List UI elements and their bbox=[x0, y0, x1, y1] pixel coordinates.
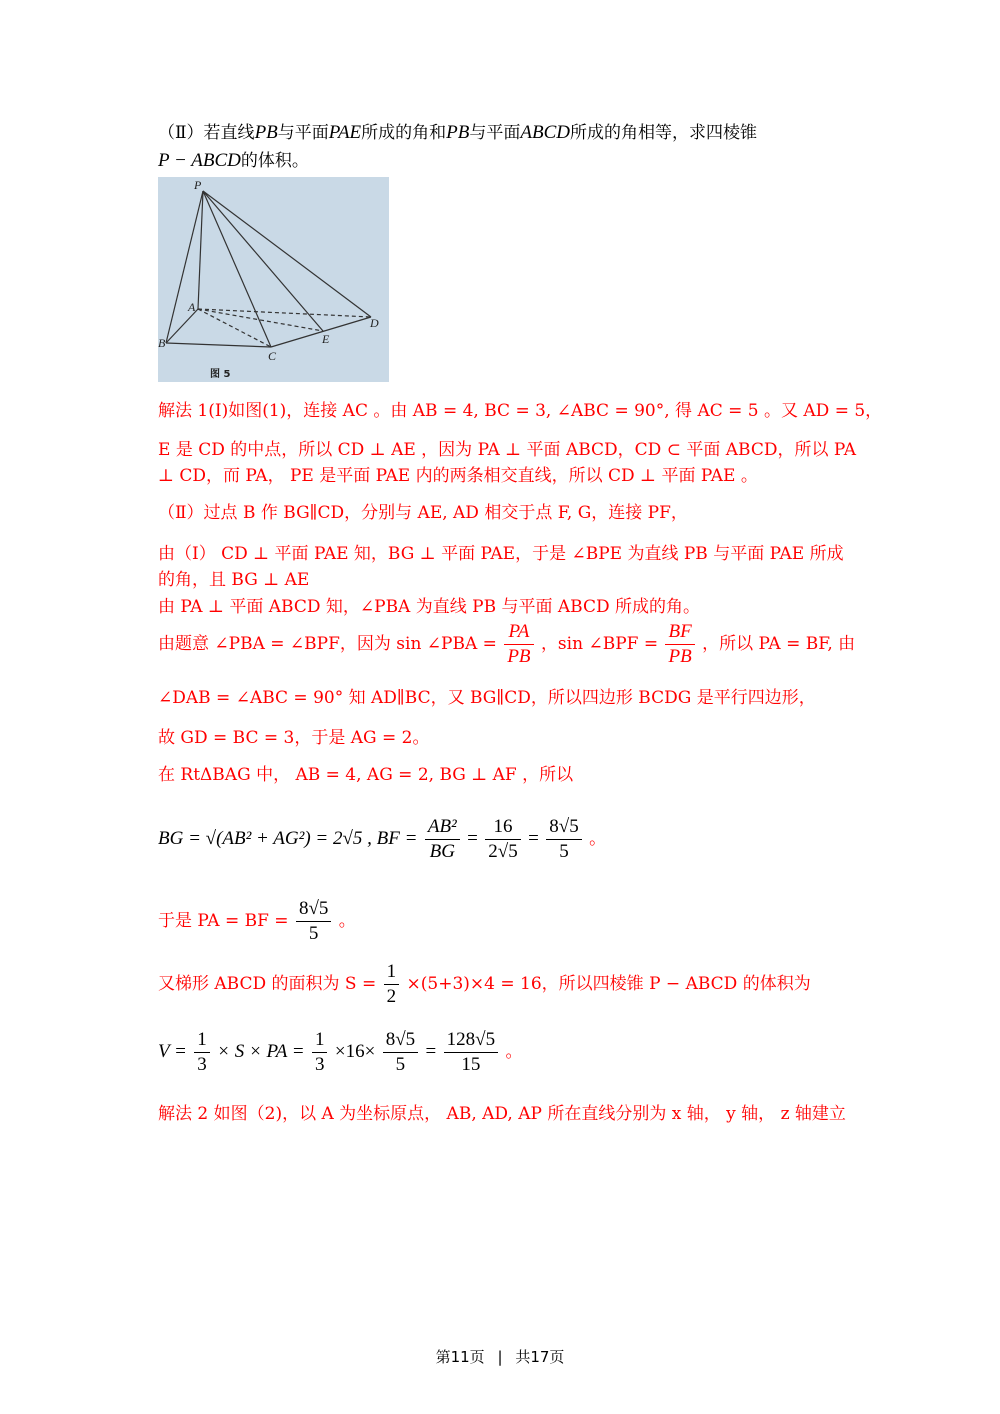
text: 又梯形 ABCD 的面积为 S = bbox=[158, 974, 377, 994]
numerator: 8√5 bbox=[296, 897, 331, 922]
numerator: PA bbox=[504, 620, 533, 645]
solution-line-12: 解法 2 如图（2)，以 A 为坐标原点， AB, AD, AP 所在直线分别为 x 轴， y 轴， z 轴建立 bbox=[158, 1104, 846, 1124]
page-footer bbox=[0, 1346, 1000, 1367]
solution-line-10: 故 GD = BC = 3，于是 AG = 2。 bbox=[158, 728, 430, 748]
fraction bbox=[296, 897, 331, 946]
label-b: B bbox=[158, 336, 166, 350]
text: ，sin ∠BPF = bbox=[540, 634, 659, 654]
solution-line-3: ⊥ CD，而 PA， PE 是平面 PAE 内的两条相交直线，所以 CD ⊥ 平面 PAE 。 bbox=[158, 466, 758, 486]
period: 。 bbox=[338, 911, 356, 931]
question-line-1 bbox=[158, 120, 757, 146]
denominator: 2 bbox=[386, 986, 397, 1007]
denominator: PB bbox=[668, 646, 692, 667]
separator: | bbox=[497, 1348, 503, 1366]
equation-area bbox=[158, 960, 811, 1009]
pyramid-diagram bbox=[158, 177, 389, 382]
equals: = bbox=[528, 828, 539, 849]
numerator: 128√5 bbox=[444, 1028, 498, 1053]
label-e: E bbox=[322, 332, 330, 346]
solution-line-11: 在 RtΔBAG 中， AB = 4, AG = 2, BG ⊥ AF ，所以 bbox=[158, 765, 574, 785]
solution-line-5: 由（Ⅰ） CD ⊥ 平面 PAE 知，BG ⊥ 平面 PAE，于是 ∠BPE 为直线 PB 与平面 PAE 所成 bbox=[158, 544, 844, 564]
denominator: 3 bbox=[197, 1054, 207, 1075]
solution-line-9: ∠DAB = ∠ABC = 90° 知 AD∥BC，又 BG∥CD，所以四边形 BCDG 是平行四边形， bbox=[158, 688, 816, 708]
math-pb: PB bbox=[446, 122, 470, 143]
fraction bbox=[312, 1028, 328, 1077]
equation-pa bbox=[158, 897, 356, 946]
numerator: 1 bbox=[194, 1028, 210, 1053]
pyramid-figure bbox=[158, 177, 389, 382]
denominator: 5 bbox=[308, 923, 319, 944]
solution-line-4: （Ⅱ）过点 B 作 BG∥CD，分别与 AE, AD 相交于点 F, G，连接 PF， bbox=[158, 503, 688, 523]
text: （Ⅱ）若直线 bbox=[158, 123, 255, 143]
denominator: 5 bbox=[559, 841, 569, 862]
math-pae: PAE bbox=[328, 122, 362, 143]
solution-line-1: 解法 1(Ⅰ)如图(1)，连接 AC 。由 AB = 4, BC = 3, ∠ABC = 90°, 得 AC = 5 。又 AD = 5， bbox=[158, 401, 883, 421]
period: 。 bbox=[589, 829, 607, 849]
label-c: C bbox=[268, 349, 277, 363]
fraction bbox=[194, 1028, 210, 1077]
denominator: 15 bbox=[461, 1054, 481, 1075]
period: 。 bbox=[505, 1042, 523, 1062]
numerator: BF bbox=[665, 620, 694, 645]
math-pabcd: P − ABCD bbox=[158, 150, 241, 171]
text: 所成的角相等，求四棱锥 bbox=[569, 123, 757, 143]
numerator: 1 bbox=[384, 960, 400, 985]
fraction bbox=[384, 960, 400, 1009]
solution-line-6: 的角，且 BG ⊥ AE bbox=[158, 570, 310, 590]
fraction-bf-pb bbox=[665, 620, 694, 669]
fraction bbox=[546, 815, 581, 864]
text: 所成的角和 bbox=[361, 123, 447, 143]
fraction bbox=[485, 815, 520, 864]
solution-line-2: E 是 CD 的中点，所以 CD ⊥ AE ，因为 PA ⊥ 平面 ABCD，CD ⊂ 平面 ABCD，所以 PA bbox=[158, 440, 857, 460]
equation-bg-bf bbox=[158, 815, 606, 864]
solution-line-7: 由 PA ⊥ 平面 ABCD 知，∠PBA 为直线 PB 与平面 ABCD 所成的角。 bbox=[158, 597, 701, 617]
page-total: 共17页 bbox=[515, 1348, 565, 1366]
text: 由题意 ∠PBA = ∠BPF，因为 sin ∠PBA = bbox=[158, 634, 497, 654]
text: 与平面 bbox=[469, 123, 521, 143]
text: 的体积。 bbox=[240, 151, 309, 171]
numerator: 8√5 bbox=[383, 1028, 418, 1053]
math: V = bbox=[158, 1041, 187, 1062]
numerator: AB² bbox=[425, 815, 460, 840]
fraction bbox=[444, 1028, 498, 1077]
text: 于是 PA = BF = bbox=[158, 911, 289, 931]
math: ×16× bbox=[334, 1041, 376, 1062]
solution-line-8 bbox=[158, 620, 855, 669]
denominator: PB bbox=[507, 646, 531, 667]
denominator: 3 bbox=[314, 1054, 325, 1075]
question-line-2 bbox=[158, 148, 309, 174]
fraction bbox=[383, 1028, 418, 1077]
fraction-pa-pb bbox=[504, 620, 533, 669]
fraction bbox=[425, 815, 460, 864]
equals: = bbox=[425, 1041, 437, 1062]
label-a: A bbox=[188, 300, 196, 314]
math: × S × PA = bbox=[217, 1041, 305, 1062]
text: ×(5+3)×4 = 16，所以四棱锥 P − ABCD 的体积为 bbox=[406, 974, 811, 994]
denominator: 2√5 bbox=[488, 841, 518, 862]
numerator: 8√5 bbox=[546, 815, 581, 840]
denominator: 5 bbox=[395, 1054, 406, 1075]
math-pb: PB bbox=[254, 122, 278, 143]
numerator: 1 bbox=[312, 1028, 328, 1053]
label-d: D bbox=[370, 316, 379, 330]
numerator: 16 bbox=[485, 815, 520, 840]
math: BG = √(AB² + AG²) = 2√5 , BF = bbox=[158, 828, 418, 849]
text: ，所以 PA = BF, 由 bbox=[702, 634, 856, 654]
label-p: P bbox=[194, 178, 202, 192]
denominator: BG bbox=[429, 841, 455, 862]
page-number: 第11页 bbox=[435, 1348, 485, 1366]
figure-caption: 图 5 bbox=[210, 369, 231, 380]
math-abcd: ABCD bbox=[520, 122, 570, 143]
equation-volume bbox=[158, 1028, 523, 1077]
equals: = bbox=[467, 828, 478, 849]
text: 与平面 bbox=[277, 123, 329, 143]
